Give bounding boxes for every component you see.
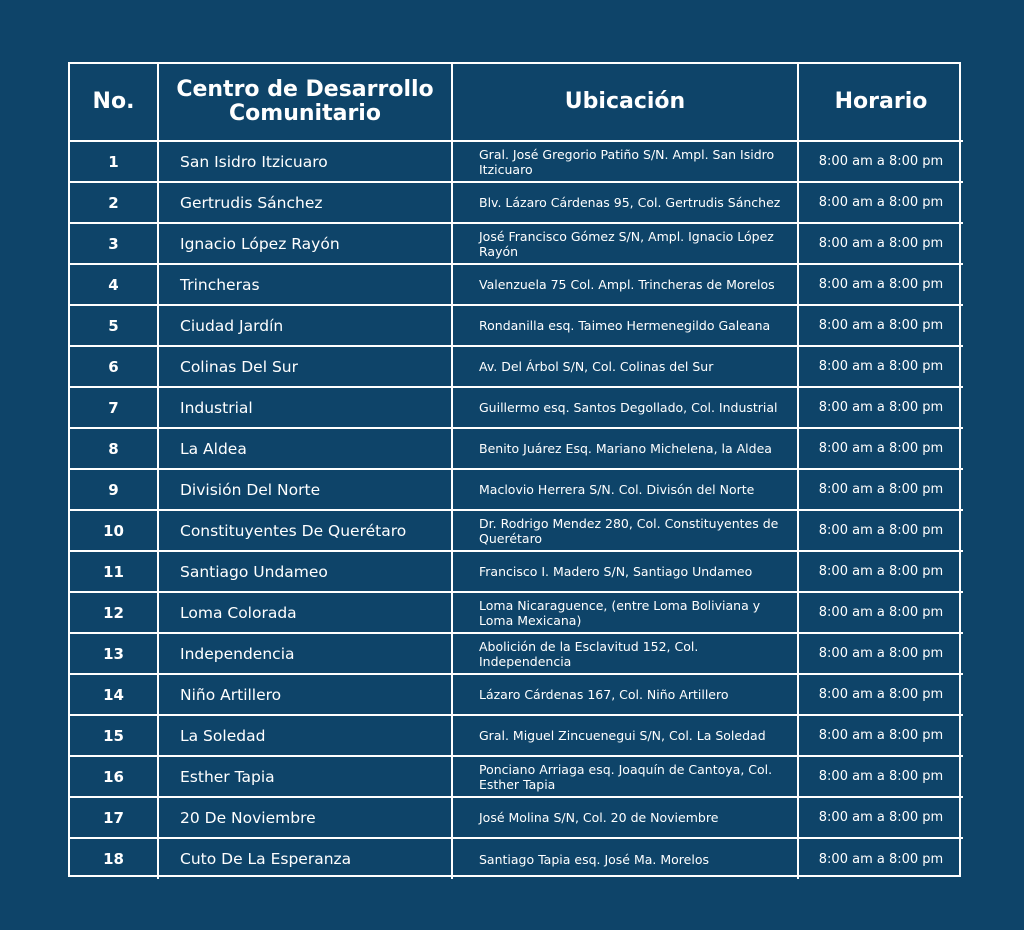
header-hours: Horario <box>798 64 963 141</box>
center-hours: 8:00 am a 8:00 pm <box>798 387 963 428</box>
table-row <box>70 346 963 387</box>
row-number: 16 <box>70 756 158 797</box>
center-hours: 8:00 am a 8:00 pm <box>798 633 963 674</box>
table-row <box>70 756 963 797</box>
table-row <box>70 797 963 838</box>
table-row <box>70 182 963 223</box>
table-row <box>70 715 963 756</box>
center-location: Dr. Rodrigo Mendez 280, Col. Constituyentes de Querétaro <box>452 510 798 551</box>
row-number: 13 <box>70 633 158 674</box>
center-location: Rondanilla esq. Taimeo Hermenegildo Galeana <box>452 305 798 346</box>
center-name: Loma Colorada <box>158 592 452 633</box>
center-name: Ignacio López Rayón <box>158 223 452 264</box>
header-location: Ubicación <box>452 64 798 141</box>
center-name: La Soledad <box>158 715 452 756</box>
row-number: 17 <box>70 797 158 838</box>
center-hours: 8:00 am a 8:00 pm <box>798 141 963 182</box>
center-hours: 8:00 am a 8:00 pm <box>798 551 963 592</box>
center-location: Ponciano Arriaga esq. Joaquín de Cantoya, Col. Esther Tapia <box>452 756 798 797</box>
center-hours: 8:00 am a 8:00 pm <box>798 756 963 797</box>
row-number: 14 <box>70 674 158 715</box>
row-number: 2 <box>70 182 158 223</box>
center-name: Santiago Undameo <box>158 551 452 592</box>
center-location: José Molina S/N, Col. 20 de Noviembre <box>452 797 798 838</box>
center-name: Colinas Del Sur <box>158 346 452 387</box>
center-location: Benito Juárez Esq. Mariano Michelena, la Aldea <box>452 428 798 469</box>
header-center: Centro de Desarrollo Comunitario <box>158 64 452 141</box>
center-hours: 8:00 am a 8:00 pm <box>798 346 963 387</box>
community-centers-table-wrapper <box>68 62 961 877</box>
row-number: 15 <box>70 715 158 756</box>
table-row <box>70 387 963 428</box>
center-location: Lázaro Cárdenas 167, Col. Niño Artillero <box>452 674 798 715</box>
center-location: Valenzuela 75 Col. Ampl. Trincheras de Morelos <box>452 264 798 305</box>
center-hours: 8:00 am a 8:00 pm <box>798 264 963 305</box>
table-row <box>70 428 963 469</box>
center-name: Trincheras <box>158 264 452 305</box>
table-row <box>70 510 963 551</box>
table-row <box>70 264 963 305</box>
center-name: Esther Tapia <box>158 756 452 797</box>
table-row <box>70 551 963 592</box>
row-number: 4 <box>70 264 158 305</box>
center-location: Av. Del Árbol S/N, Col. Colinas del Sur <box>452 346 798 387</box>
center-name: Independencia <box>158 633 452 674</box>
center-location: Abolición de la Esclavitud 152, Col. Independencia <box>452 633 798 674</box>
row-number: 11 <box>70 551 158 592</box>
row-number: 9 <box>70 469 158 510</box>
table-row <box>70 674 963 715</box>
table-row <box>70 633 963 674</box>
center-location: Guillermo esq. Santos Degollado, Col. Industrial <box>452 387 798 428</box>
row-number: 6 <box>70 346 158 387</box>
center-name: Industrial <box>158 387 452 428</box>
center-hours: 8:00 am a 8:00 pm <box>798 305 963 346</box>
row-number: 10 <box>70 510 158 551</box>
center-location: Blv. Lázaro Cárdenas 95, Col. Gertrudis Sánchez <box>452 182 798 223</box>
table-row <box>70 838 963 879</box>
header-no: No. <box>70 64 158 141</box>
table-row <box>70 592 963 633</box>
center-location: Loma Nicaraguence, (entre Loma Boliviana y Loma Mexicana) <box>452 592 798 633</box>
center-name: 20 De Noviembre <box>158 797 452 838</box>
row-number: 12 <box>70 592 158 633</box>
table-row <box>70 305 963 346</box>
row-number: 5 <box>70 305 158 346</box>
center-location: José Francisco Gómez S/N, Ampl. Ignacio López Rayón <box>452 223 798 264</box>
community-centers-table <box>70 64 963 879</box>
center-name: Gertrudis Sánchez <box>158 182 452 223</box>
center-name: Ciudad Jardín <box>158 305 452 346</box>
center-location: Francisco I. Madero S/N, Santiago Undameo <box>452 551 798 592</box>
center-hours: 8:00 am a 8:00 pm <box>798 715 963 756</box>
center-location: Santiago Tapia esq. José Ma. Morelos <box>452 838 798 879</box>
table-row <box>70 141 963 182</box>
center-hours: 8:00 am a 8:00 pm <box>798 592 963 633</box>
center-hours: 8:00 am a 8:00 pm <box>798 674 963 715</box>
center-location: Gral. Miguel Zincuenegui S/N, Col. La Soledad <box>452 715 798 756</box>
center-name: Cuto De La Esperanza <box>158 838 452 879</box>
row-number: 8 <box>70 428 158 469</box>
center-location: Gral. José Gregorio Patiño S/N. Ampl. San Isidro Itzicuaro <box>452 141 798 182</box>
center-hours: 8:00 am a 8:00 pm <box>798 797 963 838</box>
center-location: Maclovio Herrera S/N. Col. Divisón del Norte <box>452 469 798 510</box>
row-number: 7 <box>70 387 158 428</box>
table-header-row <box>70 64 963 141</box>
center-hours: 8:00 am a 8:00 pm <box>798 182 963 223</box>
center-name: Niño Artillero <box>158 674 452 715</box>
row-number: 18 <box>70 838 158 879</box>
center-hours: 8:00 am a 8:00 pm <box>798 469 963 510</box>
center-hours: 8:00 am a 8:00 pm <box>798 838 963 879</box>
center-hours: 8:00 am a 8:00 pm <box>798 428 963 469</box>
center-name: Constituyentes De Querétaro <box>158 510 452 551</box>
center-name: División Del Norte <box>158 469 452 510</box>
center-hours: 8:00 am a 8:00 pm <box>798 510 963 551</box>
table-row <box>70 223 963 264</box>
table-row <box>70 469 963 510</box>
center-name: San Isidro Itzicuaro <box>158 141 452 182</box>
row-number: 1 <box>70 141 158 182</box>
center-hours: 8:00 am a 8:00 pm <box>798 223 963 264</box>
center-name: La Aldea <box>158 428 452 469</box>
row-number: 3 <box>70 223 158 264</box>
